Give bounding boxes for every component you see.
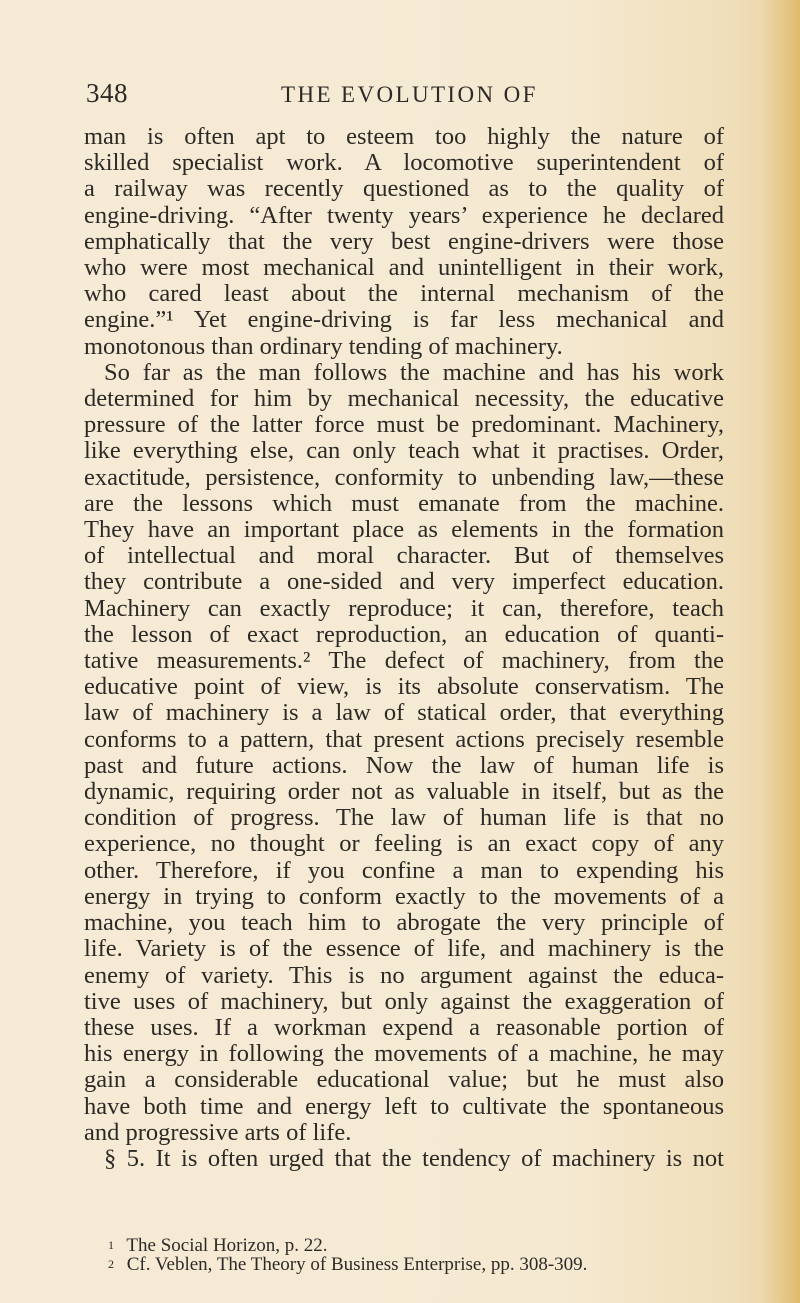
body-text bbox=[84, 124, 724, 1172]
text-line: determined for him by mechanical necessity, the educative bbox=[84, 386, 724, 413]
text-line: they contribute a one-sided and very imperfect education. bbox=[84, 569, 724, 596]
text-line: Machinery can exactly reproduce; it can, therefore, teach bbox=[84, 595, 724, 622]
text-line: conforms to a pattern, that present actions precisely resemble bbox=[84, 726, 724, 753]
text-line: engine.”¹ Yet engine-driving is far less mechanical and bbox=[84, 307, 724, 334]
text-line: a railway was recently questioned as to the quality of bbox=[84, 176, 724, 203]
text-line: other. Therefore, if you confine a man to expending his bbox=[84, 857, 724, 884]
text-line: pressure of the latter force must be predominant. Machinery, bbox=[84, 412, 724, 439]
text-line: educative point of view, is its absolute conservatism. The bbox=[84, 674, 724, 701]
text-line: who cared least about the internal mechanism of the bbox=[84, 281, 724, 308]
footnote-text: Cf. Veblen, The Theory of Business Enterprise, pp. 308-309. bbox=[126, 1254, 588, 1275]
text-line: emphatically that the very best engine-drivers were those bbox=[84, 228, 724, 255]
page-header bbox=[86, 78, 726, 114]
footnote-2 bbox=[108, 1255, 728, 1274]
text-line: monotonous than ordinary tending of machinery. bbox=[84, 333, 563, 360]
section-start-line: § 5. It is often urged that the tendency of machinery is not bbox=[104, 1145, 724, 1172]
text-line: law of machinery is a law of statical order, that everything bbox=[84, 700, 724, 727]
paragraph-start-line: So far as the man follows the machine and has his work bbox=[104, 359, 724, 386]
footnote-number: 2 bbox=[108, 1257, 114, 1271]
text-line: have both time and energy left to cultivate the spontaneous bbox=[84, 1093, 724, 1120]
page-number: 348 bbox=[86, 78, 128, 108]
text-line: skilled specialist work. A locomotive superintendent of bbox=[84, 150, 724, 177]
text-line: tative measurements.² The defect of machinery, from the bbox=[84, 648, 724, 675]
text-line: these uses. If a workman expend a reasonable portion of bbox=[84, 1014, 724, 1041]
text-line: like everything else, can only teach what it practises. Order, bbox=[84, 438, 724, 465]
text-line: machine, you teach him to abrogate the very principle of bbox=[84, 910, 724, 937]
text-line: who were most mechanical and unintelligent in their work, bbox=[84, 255, 724, 282]
text-line: They have an important place as elements in the formation bbox=[84, 517, 724, 544]
text-line: exactitude, persistence, conformity to unbending law,—these bbox=[84, 464, 724, 491]
footnote-1 bbox=[108, 1236, 728, 1255]
text-line: man is often apt to esteem too highly the nature of bbox=[84, 124, 724, 150]
footnote-text: The Social Horizon, p. 22. bbox=[126, 1235, 328, 1256]
text-line: past and future actions. Now the law of human life is bbox=[84, 752, 724, 779]
footnotes bbox=[108, 1236, 728, 1274]
page-edge-shadow bbox=[762, 0, 800, 1303]
footnote-number: 1 bbox=[108, 1238, 114, 1252]
text-line: the lesson of exact reproduction, an education of quanti- bbox=[84, 621, 724, 648]
text-line: engine-driving. “After twenty years’ experience he declared bbox=[84, 202, 724, 229]
text-line: dynamic, requiring order not as valuable in itself, but as the bbox=[84, 779, 724, 806]
text-line: energy in trying to conform exactly to the movements of a bbox=[84, 883, 724, 910]
text-line: enemy of variety. This is no argument against the educa- bbox=[84, 962, 724, 989]
text-line: are the lessons which must emanate from the machine. bbox=[84, 490, 724, 517]
text-line: gain a considerable educational value; but he must also bbox=[84, 1067, 724, 1094]
running-head: THE EVOLUTION OF bbox=[281, 82, 538, 107]
text-line: his energy in following the movements of a machine, he may bbox=[84, 1041, 724, 1068]
text-line: life. Variety is of the essence of life, and machinery is the bbox=[84, 936, 724, 963]
text-line: tive uses of machinery, but only against the exaggeration of bbox=[84, 988, 724, 1015]
text-line: experience, no thought or feeling is an exact copy of any bbox=[84, 831, 724, 858]
text-line: condition of progress. The law of human life is that no bbox=[84, 805, 724, 832]
text-line: of intellectual and moral character. But of themselves bbox=[84, 543, 724, 570]
text-line: and progressive arts of life. bbox=[84, 1119, 352, 1146]
